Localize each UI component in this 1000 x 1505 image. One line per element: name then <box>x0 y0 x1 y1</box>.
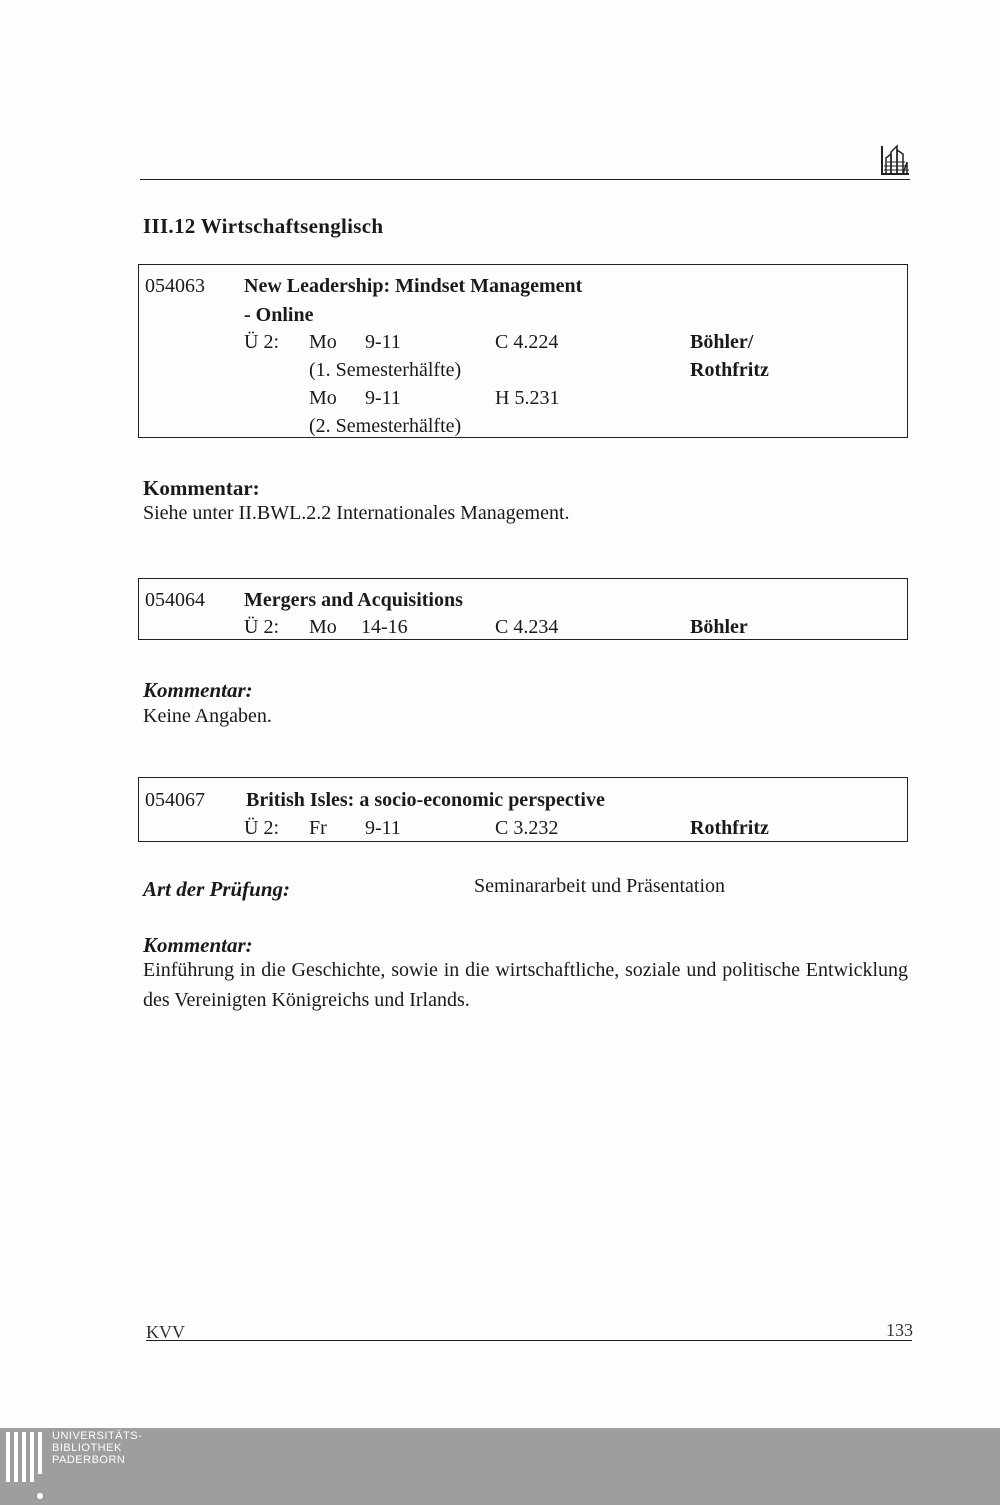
course-title: British Isles: a socio-economic perspective <box>246 789 605 811</box>
course-day: Mo <box>309 331 337 353</box>
comment-text: Siehe unter II.BWL.2.2 Internationales Management. <box>143 502 570 524</box>
exam-value: Seminararbeit und Präsentation <box>474 875 726 897</box>
course-title-line2: - Online <box>244 304 314 326</box>
comment-label: Kommentar: <box>143 678 253 702</box>
library-bar <box>0 1428 1000 1505</box>
course-type: Ü 2: <box>244 331 279 353</box>
course-lecturer: Rothfritz <box>690 817 769 839</box>
course-day: Mo <box>309 616 337 638</box>
comment-label: Kommentar: <box>143 933 253 957</box>
library-line1: UNIVERSITÄTS- <box>52 1430 143 1442</box>
library-name <box>52 1430 142 1466</box>
header-rule <box>140 179 910 180</box>
comment-text: Keine Angaben. <box>143 705 272 727</box>
course-time: 9-11 <box>365 387 401 409</box>
footer-rule <box>146 1340 912 1341</box>
course-day: Mo <box>309 387 337 409</box>
course-number: 054063 <box>145 275 205 297</box>
course-time: 14-16 <box>361 616 408 638</box>
library-line3: PADERBORN <box>52 1454 126 1466</box>
library-line2: BIBLIOTHEK <box>52 1442 122 1454</box>
course-number: 054064 <box>145 589 205 611</box>
comment-label: Kommentar: <box>143 476 260 500</box>
course-lecturer: Böhler/ <box>690 331 754 353</box>
course-room: C 4.224 <box>495 331 559 353</box>
course-number: 054067 <box>145 789 205 811</box>
page-number: 133 <box>886 1320 913 1340</box>
course-time: 9-11 <box>365 817 401 839</box>
course-room: H 5.231 <box>495 387 560 409</box>
section-title: III.12 Wirtschaftsenglisch <box>143 214 384 238</box>
course-type: Ü 2: <box>244 616 279 638</box>
course-time: 9-11 <box>365 331 401 353</box>
course-room: C 3.232 <box>495 817 559 839</box>
course-session-note: (1. Semesterhälfte) <box>309 359 462 381</box>
course-title: New Leadership: Mindset Management <box>244 275 583 297</box>
footer-label: KVV <box>146 1322 185 1342</box>
course-room: C 4.234 <box>495 616 559 638</box>
course-lecturer-line2: Rothfritz <box>690 359 769 381</box>
course-day: Fr <box>309 817 327 839</box>
exam-label: Art der Prüfung: <box>143 877 291 901</box>
course-session-note: (2. Semesterhälfte) <box>309 415 462 437</box>
comment-text: Einführung in die Geschichte, sowie in die wirtschaftliche, soziale und politische Entwicklung des Vereinigten Königreichs und Irlands. <box>143 959 908 1011</box>
building-logo-icon <box>879 140 911 178</box>
course-type: Ü 2: <box>244 817 279 839</box>
course-title: Mergers and Acquisitions <box>244 589 463 611</box>
course-lecturer: Böhler <box>690 616 748 638</box>
